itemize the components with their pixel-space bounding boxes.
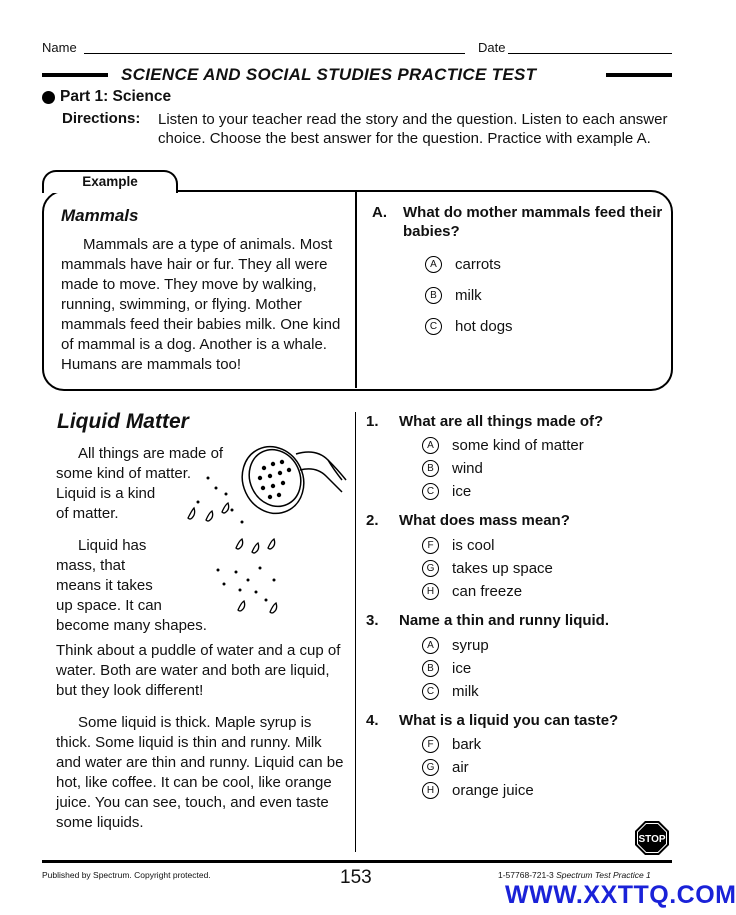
option-text: some kind of matter — [452, 436, 584, 454]
stop-sign-icon — [634, 820, 670, 856]
story-paragraph-2-rest: Think about a puddle of water and a cup of water. Both are water and both are liquid, but they look different! — [56, 642, 341, 699]
option-text: carrots — [455, 255, 501, 273]
answer-option[interactable] — [422, 780, 534, 800]
option-text: hot dogs — [455, 317, 513, 335]
part-heading: Part 1: Science — [60, 88, 172, 105]
watermark: WWW.XXTTQ.COM — [505, 881, 736, 909]
date-field[interactable] — [508, 53, 672, 54]
answer-option[interactable] — [422, 458, 483, 478]
column-divider — [355, 412, 356, 852]
name-label: Name — [42, 40, 77, 55]
answer-bubble[interactable]: C — [425, 318, 442, 335]
example-option[interactable] — [425, 285, 482, 305]
story-heading: Liquid Matter — [57, 410, 189, 433]
example-tab: Example — [42, 170, 178, 193]
answer-option[interactable] — [422, 734, 481, 754]
option-text: syrup — [452, 636, 489, 654]
answer-option[interactable] — [422, 435, 584, 455]
title-rule-right — [606, 73, 672, 77]
example-option[interactable] — [425, 316, 513, 336]
option-text: milk — [452, 682, 479, 700]
question-number: 1. — [366, 413, 379, 430]
option-text: bark — [452, 735, 482, 753]
answer-bubble[interactable]: F — [422, 736, 439, 753]
name-field[interactable] — [84, 53, 465, 54]
option-text: takes up space — [452, 559, 553, 577]
answer-bubble[interactable]: H — [422, 583, 439, 600]
example-divider — [355, 191, 357, 388]
example-option[interactable] — [425, 254, 501, 274]
test-title: SCIENCE AND SOCIAL STUDIES PRACTICE TEST — [121, 65, 537, 84]
example-question: What do mother mammals feed their babies? — [403, 204, 663, 240]
footer-code: 1-57768-721-3 — [498, 870, 554, 880]
option-text: is cool — [452, 536, 495, 554]
question-number: 2. — [366, 512, 379, 529]
option-text: wind — [452, 459, 483, 477]
story-line: up space. It can — [56, 597, 162, 614]
example-heading: Mammals — [61, 206, 139, 225]
answer-bubble[interactable]: C — [422, 683, 439, 700]
footer-series: Spectrum Test Practice 1 — [556, 870, 651, 880]
answer-bubble[interactable]: B — [425, 287, 442, 304]
answer-bubble[interactable]: A — [422, 637, 439, 654]
example-question-letter: A. — [372, 204, 387, 221]
option-text: milk — [455, 286, 482, 304]
directions-label: Directions: — [62, 110, 141, 127]
date-label: Date — [478, 40, 506, 55]
shower-head-icon — [178, 440, 354, 620]
stop-text: STOP — [638, 834, 666, 845]
story-paragraph-3: Some liquid is thick. Maple syrup is thick. Some liquid is thin and runny. Milk and water are thin and runny. Liquid can be hot, like coffee. It can be cool, like orange juice. You can see, touch, and even taste some liquids. — [56, 714, 344, 831]
story-line: of matter. — [56, 505, 119, 522]
question-text: What does mass mean? — [399, 512, 570, 529]
answer-bubble[interactable]: A — [422, 437, 439, 454]
answer-bubble[interactable]: C — [422, 483, 439, 500]
option-text: can freeze — [452, 582, 523, 600]
title-rule-left — [42, 73, 108, 77]
option-text: orange juice — [452, 781, 534, 799]
answer-bubble[interactable]: G — [422, 560, 439, 577]
question-number: 3. — [366, 612, 379, 629]
story-line: some kind of matter. — [56, 465, 192, 482]
story-line: Liquid has — [78, 537, 147, 554]
answer-bubble[interactable]: B — [422, 660, 439, 677]
answer-option[interactable] — [422, 635, 489, 655]
story-line: mass, that — [56, 557, 126, 574]
answer-option[interactable] — [422, 535, 495, 555]
question-text: Name a thin and runny liquid. — [399, 612, 610, 629]
story-line: Liquid is a kind — [56, 485, 156, 502]
directions-text: Listen to your teacher read the story and the question. Listen to each answer choice. Choose the best answer for the question. Practice with example A. — [158, 111, 668, 147]
option-text: ice — [452, 659, 472, 677]
question-number: 4. — [366, 712, 379, 729]
answer-bubble[interactable]: A — [425, 256, 442, 273]
question-text: What is a liquid you can taste? — [399, 712, 619, 729]
answer-option[interactable] — [422, 681, 479, 701]
question-text: What are all things made of? — [399, 413, 604, 430]
page-number: 153 — [340, 867, 372, 888]
bullet-icon — [42, 91, 55, 104]
answer-bubble[interactable]: G — [422, 759, 439, 776]
option-text: ice — [452, 482, 472, 500]
answer-option[interactable] — [422, 581, 522, 601]
story-line: means it takes — [56, 577, 153, 594]
answer-option[interactable] — [422, 481, 471, 501]
answer-option[interactable] — [422, 757, 469, 777]
option-text: air — [452, 758, 469, 776]
footer-publisher: Published by Spectrum. Copyright protected. — [42, 870, 211, 880]
answer-bubble[interactable]: H — [422, 782, 439, 799]
answer-option[interactable] — [422, 558, 553, 578]
footer-rule — [42, 860, 672, 863]
example-text: Mammals are a type of animals. Most mammals have hair or fur. They all were made to move. They move by walking, running, swimming, or flying. Mother mammals feed their babies milk. One kind of mammal is a dog. Another is a whale. Humans are mammals too! — [61, 236, 341, 373]
answer-bubble[interactable]: F — [422, 537, 439, 554]
answer-bubble[interactable]: B — [422, 460, 439, 477]
story-line: All things are made of — [78, 445, 224, 462]
answer-option[interactable] — [422, 658, 471, 678]
footer-code-line — [498, 870, 651, 880]
story-line: become many shapes. — [56, 617, 207, 634]
